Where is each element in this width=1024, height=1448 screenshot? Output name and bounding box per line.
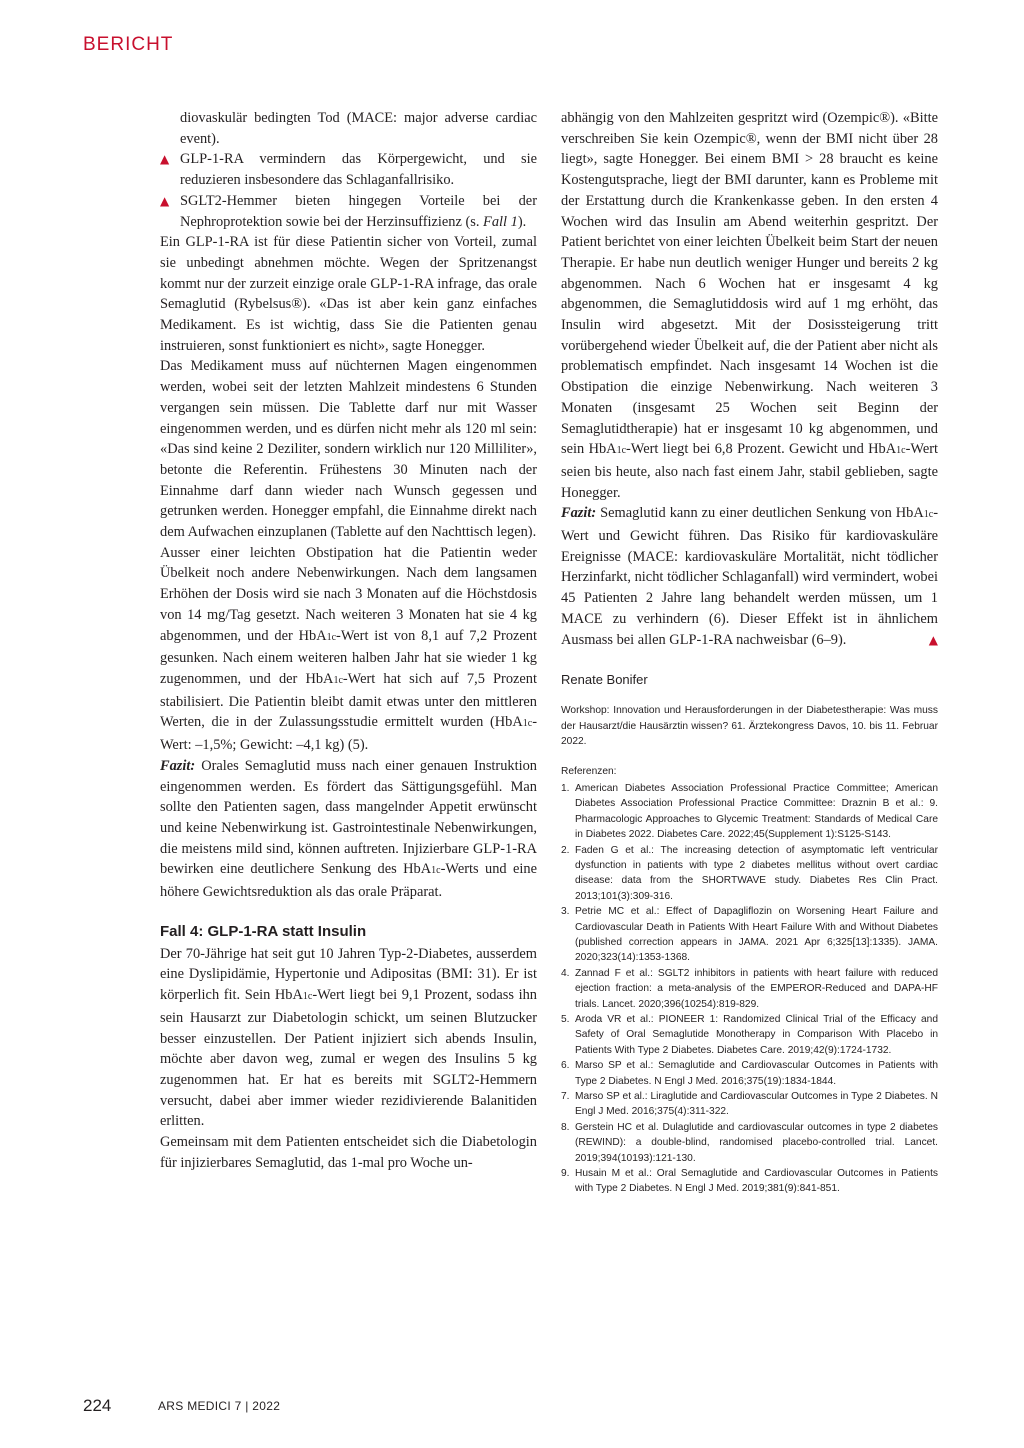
section-heading: Fall 4: GLP-1-RA statt Insulin [160,922,367,940]
reference-number: 4. [561,967,570,979]
reference-text: Husain M et al.: Oral Semaglutide and Cardiovascular Outcomes in Patients with Type 2 Diabetes. N Engl J Med. 2019;381(9):841-851. [575,1168,938,1195]
reference-number: 5. [561,1014,570,1025]
reference-item [561,966,938,1012]
reference-number: 2. [561,844,570,856]
section-label: BERICHT [83,34,174,55]
end-of-article-icon: ▲ [928,632,938,647]
author: Renate Bonifer [561,672,648,688]
reference-item [561,1166,938,1197]
reference-item [561,1120,938,1166]
paragraph: Gemeinsam mit dem Patienten entscheidet sich die Diabetologin für injizierbares Semaglutid, das 1-mal pro Woche un- [160,1134,537,1171]
journal-name: ARS MEDICI 7 | 2022 [158,1399,281,1413]
page-number: 224 [83,1396,112,1415]
reference-text: Faden G et al.: The increasing detection of asymptomatic left ventricular dysfunction in patients with type 2 diabetes mellitus without overt cardiac disease: data from the SHORTWAVE study. Diabetes Res Clin Pract. 2013;101(3):309-316. [575,844,938,902]
triangle-bullet-icon: ▲ [160,152,170,167]
paragraph-continued: diovaskulär bedingten Tod (MACE: major adverse cardiac event). [180,110,537,147]
reference-item [561,1089,938,1120]
reference-number: 1. [561,782,570,794]
reference-text: Petrie MC et al.: Effect of Dapagliflozin on Worsening Heart Failure and Cardiovascular Death in Patients With Heart Failure With and Without Diabetes (published correction appears in JAMA. 2021 Apr 6;325[13]:1335). JAMA. 2020;323(14):1353-1368. [575,906,938,964]
workshop-note: Workshop: Innovation und Herausforderungen in der Diabetestherapie: Was muss der Hausarzt/die Hausärztin wissen? 61. Ärztekongress Davos, 10. bis 11. Februar 2022. [561,705,938,748]
reference-text: American Diabetes Association Professional Practice Committee; American Diabetes Association Professional Practice Committee: Draznin B et al.: 9. Pharmacologic Approaches to Glycemic Treatment: Standards of Medical Care in Diabetes 2022. Diabetes Care. 2022;45(Supplement 1):S125-S143. [575,782,938,841]
references-list [561,781,938,1197]
reference-text: Marso SP et al.: Semaglutide and Cardiovascular Outcomes in Patients with Type 2 Diabetes. N Engl J Med. 2016;375(19):1834-1844. [575,1060,938,1087]
reference-number: 3. [561,906,570,918]
paragraph-fazit: Fazit: Orales Semaglutid muss nach einer genauen Instruktion eingenommen werden. Es fördert das Sättigungsgefühl. Man sollte den Patienten sagen, dass mangelnder Appetit erwünscht und keine Nebenwirkung ist. Gastrointestinale Nebenwirkungen, die meistens mild sind, können auftreten. Injizierbare GLP-1-RA bewirken eine deutlichere Senkung des HbA1c-Werts und eine höhere Gewichtsreduktion als das orale Präparat. [160,757,538,901]
reference-number: 6. [561,1060,570,1072]
reference-text: Gerstein HC et al. Dulaglutide and cardiovascular outcomes in type 2 diabetes (REWIND): a double-blind, randomised placebo-controlled trial. Lancet. 2019;394(10193):121-130. [575,1121,938,1164]
paragraph: abhängig von den Mahlzeiten gespritzt wird (Ozempic®). «Bitte verschreiben Sie kein Ozempic®, wenn der BMI nicht über 28 liegt», sagte Honegger. Bei einem BMI > 28 braucht es keine Kostengutsprache, liegt der BMI darunter, kann es Probleme mit der Erstattung durch die Krankenkasse geben. In den ersten 4 Wochen wird das Insulin am Abend weiterhin gespritzt. Der Patient berichtet von einer leichten Übelkeit beim Start der neuen Therapie. Er habe nun deutlich weniger Hunger und bereits 2 kg abgenommen. Nach 6 Wochen hat er insgesamt 4 kg abgenommen, die Semaglutiddosis wird auf 1 mg erhöht, das Insulin wird abgesetzt. Mit der Dosissteigerung tritt vorübergehend wieder Übelkeit auf, die der Patient aber nicht als problematisch empfindet. Nach insgesamt 14 Wochen ist die Obstipation die einzige Nebenwirkung. Nach weiteren 3 Monaten (insgesamt 25 Wochen seit Beginn der Semaglutidtherapie) hat er insgesamt 10 kg abgenommen, und sein HbA1c-Wert liegt bei 6,8 Prozent. Gewicht und HbA1c-Wert seien bis heute, also nach fast einem Jahr, stabil geblieben, sagte Honegger. [561,110,939,501]
paragraph: Das Medikament muss auf nüchternen Magen eingenommen werden, wobei seit der letzten Mahlzeit mindestens 6 Stunden vergangen sein müssen. Die Tablette darf nur mit Wasser eingenommen werden, und es dürfen nicht mehr als 120 ml sein: «Das sind keine 2 Deziliter, sondern wirklich nur 120 Milliliter», betonte die Referentin. Frühestens 30 Minuten nach der Einnahme darf dann wieder nach Wunsch gegessen und getrunken werden. Honegger empfahl, die Einnahme direkt nach dem Aufwachen einzuplanen (Tablette auf den Nachttisch legen). [160,358,537,541]
reference-text: Marso SP et al.: Liraglutide and Cardiovascular Outcomes in Type 2 Diabetes. N Engl J Med. 2016;375(4):311-322. [575,1091,938,1118]
right-column [561,108,938,1197]
paragraph: Ein GLP-1-RA ist für diese Patientin sicher von Vorteil, zumal sie unbedingt abnehmen möchte. Wegen der Spritzenangst kommt nur der zurzeit einzige orale GLP-1-RA infrage, das orale Semaglutid (Rybelsus®). «Das ist aber kein ganz einfaches Medikament. Es ist wichtig, dass Sie die Patienten genau instruieren, sonst funktioniert es nicht», sagte Honegger. [160,234,537,354]
reference-number: 8. [561,1121,570,1133]
left-column [160,108,537,1173]
bullet-item: ▲ SGLT2-Hemmer bieten hingegen Vorteile bei der Nephroprotektion sowie bei der Herzinsuffizienz (s. Fall 1). [160,192,537,230]
reference-text: Zannad F et al.: SGLT2 inhibitors in patients with heart failure with reduced ejection fraction: a meta-analysis of the EMPEROR-Reduced and DAPA-HF trials. Lancet. 2020;396(10254):819-829. [575,967,938,1010]
reference-item [561,1012,938,1058]
reference-number: 7. [561,1091,570,1103]
triangle-bullet-icon: ▲ [160,193,170,208]
reference-item [561,843,938,905]
reference-text: Aroda VR et al.: PIONEER 1: Randomized Clinical Trial of the Efficacy and Safety of Oral Semaglutide Monotherapy in Comparison With Placebo in Patients With Type 2 Diabetes. Diabetes Care. 2019;42(9):1724-1732. [575,1014,938,1056]
bullet-item: ▲ GLP-1-RA vermindern das Körpergewicht, und sie reduzieren insbesondere das Schlaganfallrisiko. [160,151,537,189]
paragraph: Ausser einer leichten Obstipation hat die Patientin weder Übelkeit noch andere Nebenwirkungen. Nach dem langsamen Erhöhen der Dosis wird sie nach 3 Monaten auf die Höchstdosis von 14 mg/Tag gesetzt. Nach weiteren 3 Monaten hat sie 4 kg abgenommen, und der HbA1c-Wert ist von 8,1 auf 7,2 Prozent gesunken. Nach einem weiteren halben Jahr hat sie wieder 1 kg zugenommen, und der HbA1c-Wert hat sich auf 7,5 Prozent stabilisiert. Die Patientin bleibt damit etwas unter den mittleren Werten, die in der Zulassungsstudie ermittelt wurden (HbA1c-Wert: –1,5%; Gewicht: –4,1 kg) (5). [160,544,537,754]
paragraph-fazit: Fazit: Semaglutid kann zu einer deutlichen Senkung von HbA1c-Wert und Gewicht führen. Das Risiko für kardiovaskuläre Ereignisse (MACE: kardiovaskuläre Mortalität, nicht tödlicher Herzinfarkt, nicht tödlicher Schlaganfall) wird vermindert, wobei 45 Patienten 2 Jahre lang behandelt werden müssen, um 1 MACE zu verhindern (6). Dieser Effekt ist in ähnlichem Ausmass bei allen GLP-1-RA nachweisbar (6–9). ▲ [561,503,938,650]
reference-item [561,1058,938,1089]
reference-item [561,781,938,843]
reference-item [561,904,938,966]
footer [83,1396,281,1416]
references-title: Referenzen: [561,765,617,777]
reference-number: 9. [561,1168,570,1180]
paragraph: Der 70-Jährige hat seit gut 10 Jahren Typ-2-Diabetes, ausserdem eine Dyslipidämie, Hypertonie und Adipositas (BMI: 31). Er ist körperlich fit. Sein HbA1c-Wert liegt bei 9,1 Prozent, sodass ihn sein Hausarzt zur Diabetologin schickt, um seinen Blutzucker besser einzustellen. Der Patient injiziert sich abends Insulin, möchte aber davon weg, zumal er wegen des Insulins 5 kg zugenommen hat. Er hat es bereits mit SGLT2-Hemmern versucht, dabei aber immer wieder rezidivierende Balanitiden erlitten. [160,945,537,1130]
